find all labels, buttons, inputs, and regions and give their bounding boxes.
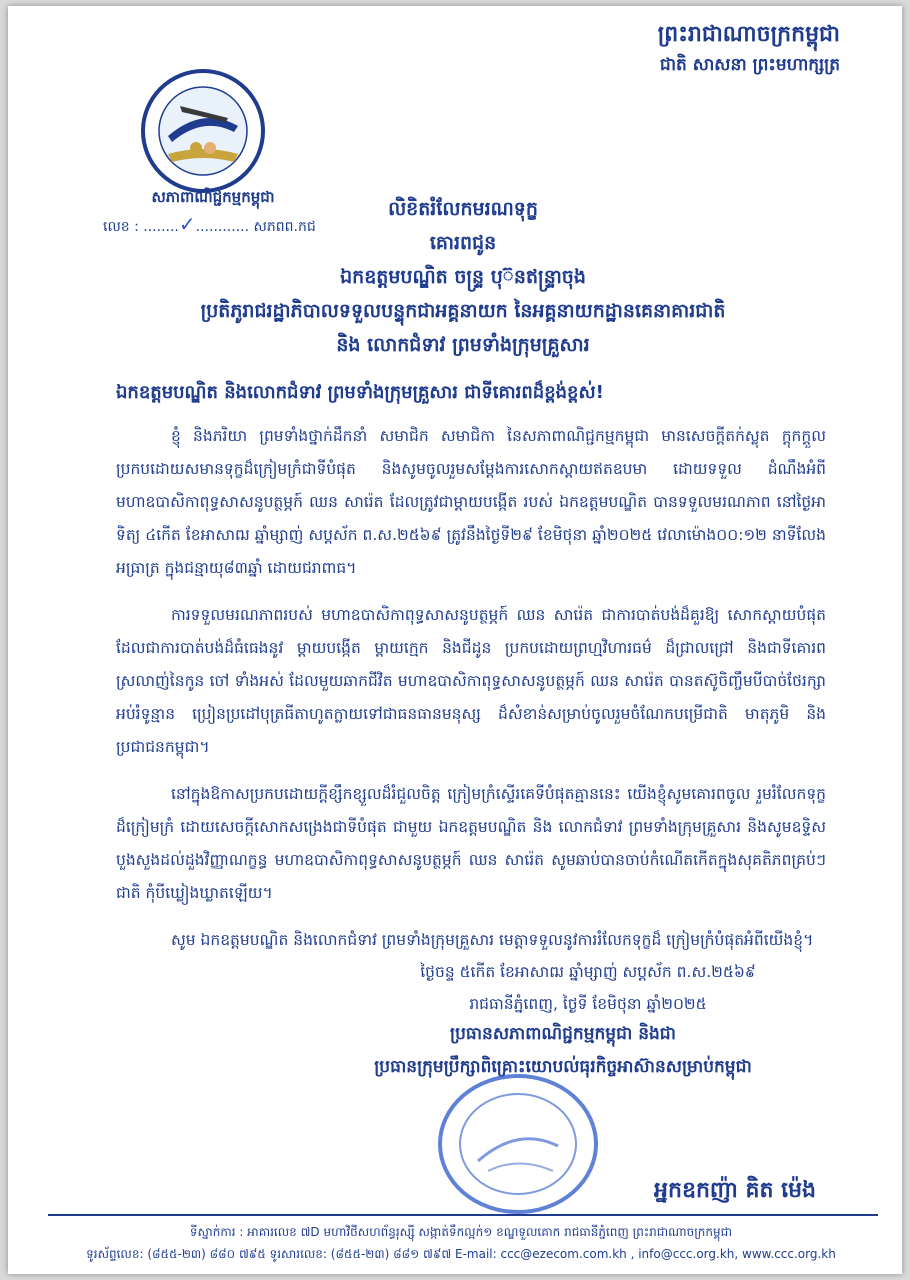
- national-motto: ជាតិ សាសនា ព្រះមហាក្សត្រ: [659, 55, 840, 75]
- letter-page: [8, 6, 902, 1274]
- letter-body: [116, 420, 826, 971]
- chamber-logo: [138, 66, 268, 196]
- ref-suffix: សភពព.កជ: [253, 219, 316, 235]
- heading-recipient: ឯកឧត្តមបណ្ឌិត ចន្ទ្រ បុ៊នឥន្ទ្រាចុង: [340, 266, 586, 288]
- ref-dots-left: ........: [143, 219, 179, 235]
- signatory-name: អ្នកឧកញ៉ា គិត ម៉េង: [654, 1178, 816, 1203]
- lunar-date: ថ្ងៃចន្ទ ៥កើត ខែអាសាឍ ឆ្នាំម្សាញ់ សប្តស័ក ព.ស.២៥៦៩: [420, 963, 756, 981]
- heading-position: ប្រតិភូរាជរដ្ឋាភិបាលទទួលបន្ទុកជាអគ្គនាយក នៃអគ្គនាយកដ្ឋានគេនាគារជាតិ: [200, 300, 726, 322]
- kingdom-title: ព្រះរាជាណាចក្រកម្ពុជា: [657, 22, 840, 47]
- letter-footer: [36, 1221, 886, 1265]
- signatory-title-line2: ប្រធានក្រុមប្រឹក្សាពិគ្រោះយោបល់ធុរកិច្ចអាស៊ានសម្រាប់កម្ពុជា: [374, 1057, 752, 1077]
- ref-dots-right: ............: [195, 219, 250, 235]
- salutation: ឯកឧត្តមបណ្ឌិត និងលោកជំទាវ ព្រមទាំងក្រុមគ្រួសារ ជាទីគោរពដ៏ខ្ពង់ខ្ពស់!: [116, 382, 604, 403]
- footer-address: ទីស្នាក់ការ : អាគារលេខ ៧D មហាវិថីសហព័ន្ធរុស្ស៊ី សង្កាត់ទឹកល្អក់១ ខណ្ឌទួលគោក រាជធានីភ្នំពេញ ព្រះរាជាណាចក្រកម្ពុជា: [189, 1225, 733, 1239]
- paragraph-2: ការទទួលមរណភាពរបស់ មហាឧបាសិកាពុទ្ធសាសនូបត្ថម្ភក៍ ឈន សារ៉េត ជាការបាត់បង់ដ៏គួរឱ្យ សោកស្តាយបំផុត ដែលជាការបាត់បង់ដ៏ធំធេងនូវ ម្តាយបង្កើត ម្តាយក្មេក និងជីដូន ប្រកបដោយព្រហ្មវិហារធម៌ ដ៏ជ្រាលជ្រៅ និងជាទីគោរពស្រលាញ់នៃកូន ចៅ ទាំងអស់ ដែលមួយឆាកជីវិត មហាឧបាសិកាពុទ្ធសាសនូបត្ថម្ភក៍ ឈន សារ៉េត បានតស៊ូចិញ្ចឹមបីបាច់ថែរក្សា អប់រំទូន្មាន ប្រៀនប្រដៅបុត្រធីតាហូតក្លាយទៅជាធនធានមនុស្ស ដ៏សំខាន់សម្រាប់ចូលរួមចំណែកបម្រើជាតិ មាតុភូមិ និងប្រជាជនកម្ពុជា។: [116, 606, 826, 756]
- solar-date: រាជធានីភ្នំពេញ, ថ្ងៃទី ខែមិថុនា ឆ្នាំ២០២៥: [469, 995, 707, 1013]
- footer-contact: ទូរស័ព្ទលេខ: (៨៥៥-២៣) ៨៨០ ៧៩៥ ទូរសារលេខ: (៨៥៥-២៣) ៨៨១ ៧៩៧ E-mail: ccc@ezecom.com.kh , info@ccc.org.kh, www.ccc.org.kh: [86, 1247, 836, 1261]
- org-name: សភាពាណិជ្ជកម្មកម្ពុជា: [151, 188, 275, 206]
- paragraph-1: ខ្ញុំ និងភរិយា ព្រមទាំងថ្នាក់ដឹកនាំ សមាជិក សមាជិកា នៃសភាពាណិជ្ជកម្មកម្ពុជា មានសេចក្តីតក់ស្លុត ក្តុកក្តួលប្រកបដោយសមានទុក្ខដ៏ក្រៀមក្រំជាទីបំផុត និងសូមចូលរួមសម្តែងការសោកស្តាយឥតឧបមា ដោយទទួល ដំណឹងអំពី មហាឧបាសិកាពុទ្ធសាសនូបត្ថម្ភក៍ ឈន សារ៉េត ដែលត្រូវជាម្តាយបង្កើត របស់ ឯកឧត្តមបណ្ឌិត បានទទួលមរណភាព នៅថ្ងៃអាទិត្យ ៤កើត ខែអាសាឍ ឆ្នាំម្សាញ់ សប្តស័ក ព.ស.២៥៦៩ ត្រូវនឹងថ្ងៃទី២៩ ខែមិថុនា ឆ្នាំ២០២៥ វេលាម៉ោង០០:១២ នាទីលែងអធ្រាត្រ ក្នុងជន្មាយុ៨៣ឆ្នាំ ដោយជរាពាធ។: [116, 427, 826, 577]
- heading-family: និង លោកជំទាវ ព្រមទាំងក្រុមគ្រួសារ: [336, 334, 590, 356]
- date-block: [378, 956, 798, 1020]
- signatory-title-line1: ប្រធានសភាពាណិជ្ជកម្មកម្ពុជា និងជា: [450, 1024, 676, 1044]
- paragraph-3: នៅក្នុងឱកាសប្រកបដោយក្តីខ្សឹកខ្សួលដ៏រំជួលចិត្ត ក្រៀមក្រំស្ទើរគេទីបំផុតគ្មាននេះ យើងខ្ញុំសូមគោរពចូល រួមរំលែកទុក្ខដ៏ក្រៀមក្រំ ដោយសេចក្តីសោកសង្រេងជាទីបំផុត ជាមួយ ឯកឧត្តមបណ្ឌិត និង លោកជំទាវ ព្រមទាំងក្រុមគ្រួសារ និងសូមឧទ្ទិសបួងសួងដល់ដួងវិញ្ញាណក្ខន្ធ មហាឧបាសិកាពុទ្ធសាសនូបត្ថម្ភក៍ ឈន សារ៉េត សូមឆាប់បានចាប់កំណើតកើតក្នុងសុគតិភពគ្រប់ៗជាតិ កុំបីឃ្លៀងឃ្លាតឡើយ។: [116, 785, 826, 902]
- letter-heading: [98, 192, 828, 362]
- check-mark-icon: ✓: [178, 212, 196, 236]
- footer-divider: [48, 1214, 878, 1216]
- paragraph-4: សូម ឯកឧត្តមបណ្ឌិត និងលោកជំទាវ ព្រមទាំងក្រុមគ្រួសារ មេត្តាទទួលនូវការរំលែកទុក្ខដ៏ ក្រៀមក្រំបំផុតអំពីយើងខ្ញុំ។: [171, 931, 814, 949]
- official-stamp: [428, 1066, 608, 1216]
- ref-label: លេខ :: [103, 219, 139, 235]
- heading-to: គោរពជូន: [429, 232, 497, 254]
- heading-title: លិខិតរំលែកមរណទុក្ខ: [388, 198, 538, 220]
